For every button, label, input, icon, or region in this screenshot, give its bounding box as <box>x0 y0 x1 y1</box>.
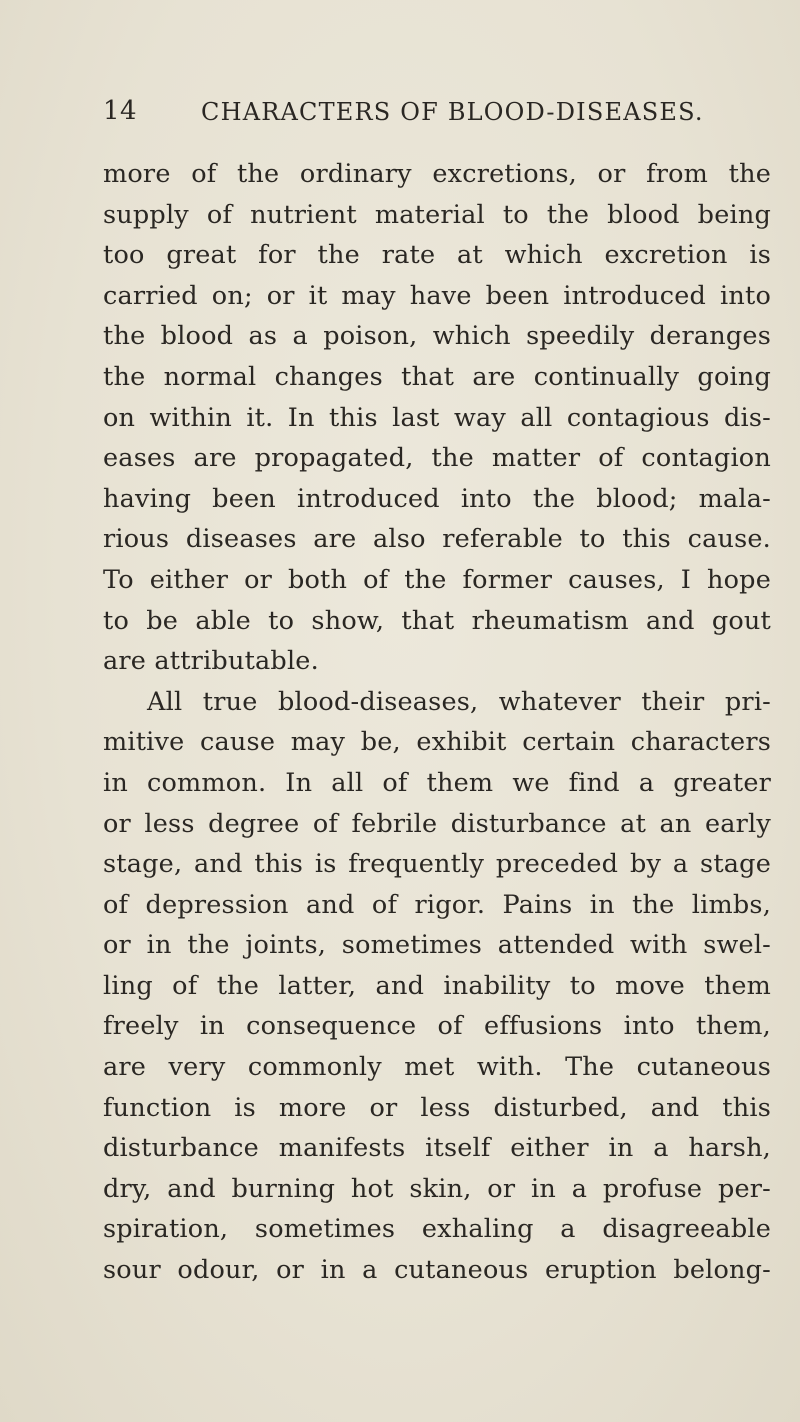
running-title: CHARACTERS OF BLOOD-DISEASES. <box>201 98 704 126</box>
text-line: eases are propagated, the matter of contagion <box>103 443 771 474</box>
text-line: dry, and burning hot skin, or in a profuse per- <box>103 1173 771 1204</box>
text-line: sour odour, or in a cutaneous eruption belong- <box>103 1255 771 1286</box>
text-line: too great for the rate at which excretion is <box>103 240 771 271</box>
page-number: 14 <box>103 96 138 126</box>
text-line: to be able to show, that rheumatism and gout <box>103 605 771 636</box>
text-line: in common. In all of them we find a greater <box>103 767 771 798</box>
text-line: more of the ordinary excretions, or from the <box>103 159 771 189</box>
text-line: supply of nutrient material to the blood being <box>103 199 771 230</box>
paragraph-start-line: All true blood-diseases, whatever their pri- <box>147 686 771 717</box>
paragraph-end-line: are attributable. <box>103 646 319 677</box>
text-line: of depression and of rigor. Pains in the limbs, <box>103 889 771 920</box>
page-header <box>103 96 763 140</box>
text-line: rious diseases are also referable to this cause. <box>103 524 771 555</box>
text-line: stage, and this is frequently preceded by a stage <box>103 849 771 880</box>
text-line: having been introduced into the blood; mala- <box>103 483 771 514</box>
text-line: are very commonly met with. The cutaneous <box>103 1052 771 1083</box>
text-line: disturbance manifests itself either in a harsh, <box>103 1133 771 1164</box>
text-line: spiration, sometimes exhaling a disagreeable <box>103 1214 771 1245</box>
text-line: To either or both of the former causes, I hope <box>103 564 771 595</box>
text-line: function is more or less disturbed, and this <box>103 1092 771 1123</box>
text-line: mitive cause may be, exhibit certain characters <box>103 727 771 758</box>
text-line: or in the joints, sometimes attended with swel- <box>103 930 771 961</box>
text-line: freely in consequence of effusions into them, <box>103 1011 771 1042</box>
text-line: carried on; or it may have been introduced into <box>103 280 771 311</box>
text-line: the blood as a poison, which speedily deranges <box>103 321 771 352</box>
body-text <box>103 154 771 1291</box>
text-line: the normal changes that are continually going <box>103 361 771 392</box>
text-line: on within it. In this last way all contagious dis- <box>103 402 771 433</box>
text-line: or less degree of febrile disturbance at an early <box>103 808 771 839</box>
text-line: ling of the latter, and inability to move them <box>103 970 771 1001</box>
